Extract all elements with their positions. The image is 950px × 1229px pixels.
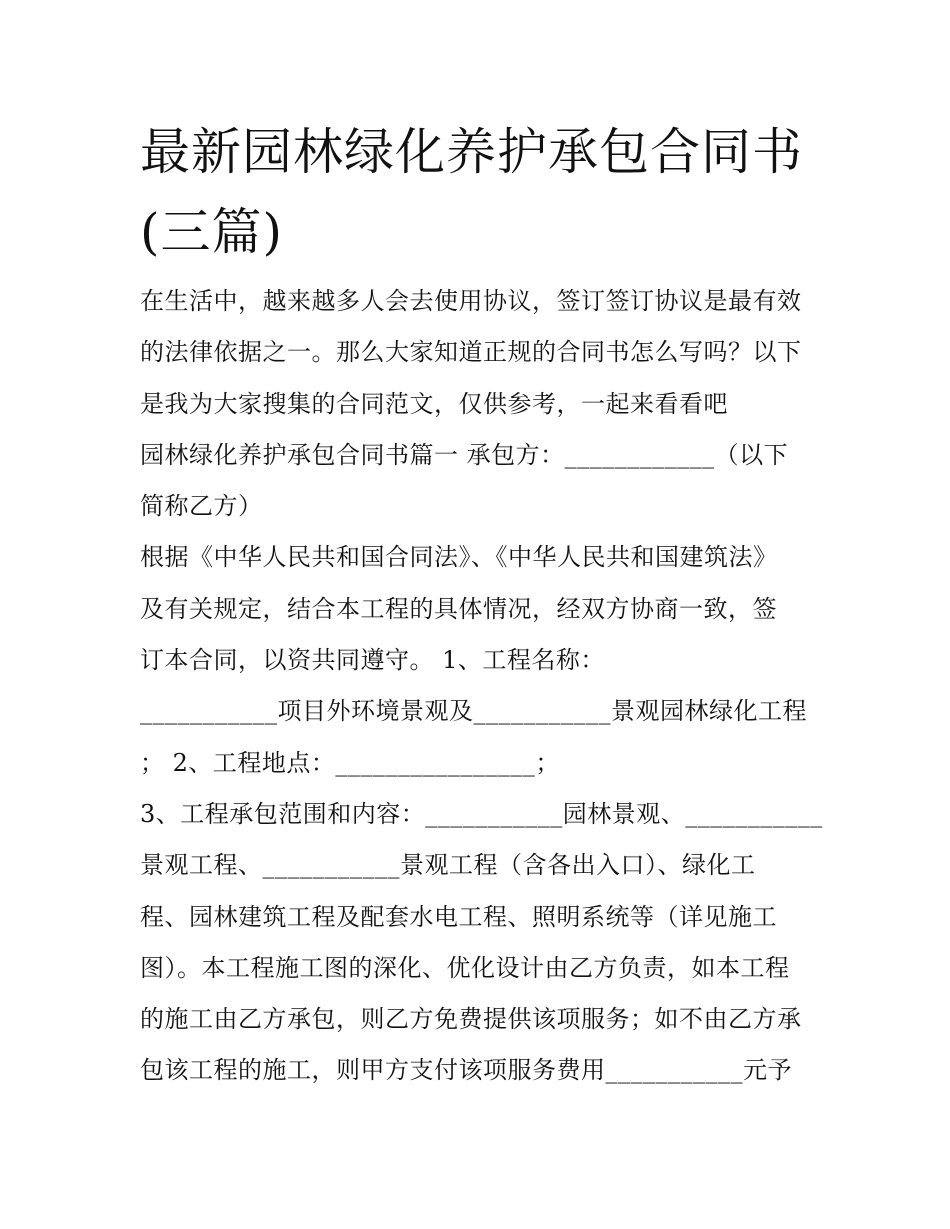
title-line-1: 最新园林绿化养护承包合同书 <box>140 123 803 181</box>
body-line-15: 的施工由乙方承包，则乙方免费提供该项服务；如不由乙方承 <box>140 1005 802 1034</box>
body-line-14: 图）。本工程施工图的深化、优化设计由乙方负责，如本工程 <box>140 953 790 982</box>
body-line-7: 及有关规定，结合本工程的具体情况，经双方协商一致，签 <box>140 594 777 623</box>
body-line-5: 简称乙方） <box>140 492 263 521</box>
body-line-4: 园林绿化养护承包合同书篇一 承包方：____________（以下 <box>140 440 789 469</box>
body-line-1: 在生活中，越来越多人会去使用协议，签订签订协议是最有效 <box>140 287 802 315</box>
body-line-16: 包该工程的施工，则甲方支付该项服务费用___________元予 <box>140 1056 792 1085</box>
body-line-10: ； 2、工程地点：________________； <box>140 748 560 777</box>
body-line-6: 根据《中华人民共和国合同法》、《中华人民共和国建筑法》 <box>140 543 778 572</box>
body-line-3: 是我为大家搜集的合同范文，仅供参考，一起来看看吧 <box>140 389 728 418</box>
body-line-12: 景观工程、___________景观工程（含各出入口）、绿化工 <box>140 851 756 880</box>
document-body <box>140 276 823 1097</box>
body-line-8: 订本合同，以资共同遵守。 1、工程名称： <box>140 646 605 675</box>
body-line-9: ___________项目外环境景观及___________景观园林绿化工程 <box>140 697 807 726</box>
body-line-11: 3、工程承包范围和内容：___________园林景观、___________ <box>140 799 823 828</box>
title-line-2: (三篇) <box>140 203 284 261</box>
document-title <box>140 112 830 272</box>
body-line-13: 程、园林建筑工程及配套水电工程、照明系统等（详见施工 <box>140 902 777 931</box>
body-line-2: 的法律依据之一。那么大家知道正规的合同书怎么写吗？以下 <box>140 338 802 367</box>
